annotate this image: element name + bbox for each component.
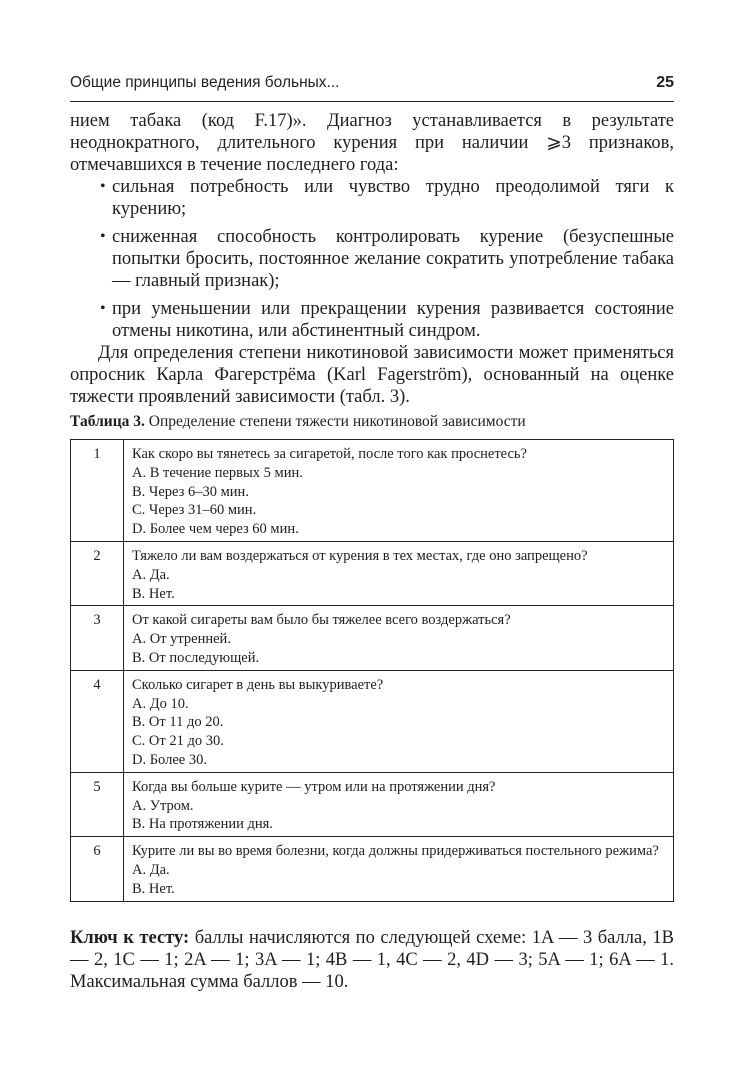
list-item: • при уменьшении или прекращении курения развивается состояние отмены никотина, или абстинентный синдром. (100, 299, 674, 341)
bullet-icon: • (100, 228, 106, 245)
table-row (71, 670, 674, 772)
question-number: 3 (71, 606, 124, 670)
question-text: Курите ли вы во время болезни, когда должны придерживаться постельного режима? (132, 843, 659, 860)
running-header (70, 74, 674, 96)
question-cell (124, 670, 674, 772)
bullet-icon: • (100, 300, 106, 317)
header-rule (70, 101, 674, 102)
question-number: 4 (71, 670, 124, 772)
question-text: Когда вы больше курите — утром или на протяжении дня? (132, 778, 496, 795)
question-cell (124, 772, 674, 836)
answer-option: C. Через 31–60 мин. (132, 502, 257, 519)
table-row (71, 541, 674, 605)
criteria-list (70, 176, 674, 342)
table-row (71, 606, 674, 670)
table-row (71, 772, 674, 836)
answer-option: D. Более чем через 60 мин. (132, 521, 299, 538)
question-cell (124, 440, 674, 542)
answer-option: A. От утренней. (132, 631, 231, 648)
test-key (70, 927, 674, 993)
question-text: Сколько сигарет в день вы выкуриваете? (132, 676, 384, 693)
list-item: • сниженная способность контролировать курение (безуспешные попытки бросить, постоянное желание сократить употребление табака — главный признак); (100, 227, 674, 291)
test-key-text: баллы начисляются по следующей схеме: 1A — 3 балла, 1B — 2, 1C — 1; 2A — 1; 3A — 1; 4B — 1, 4C — 2, 4D — 3; 5A — 1; 6A — 1. Максимальная сумма баллов — 10. (70, 928, 674, 992)
list-item: • сильная потребность или чувство трудно преодолимой тяги к курению; (100, 177, 674, 219)
answer-option: B. Через 6–30 мин. (132, 483, 249, 500)
table-caption-label: Таблица 3. (70, 413, 145, 430)
question-cell (124, 837, 674, 901)
questionnaire-table (70, 439, 674, 902)
table-row (71, 440, 674, 542)
question-number: 5 (71, 772, 124, 836)
question-cell (124, 541, 674, 605)
paragraph-diagnosis: нием табака (код F.17)». Диагноз устанавливается в результате неоднократного, длительного курения при наличии ⩾3 признаков, отмечавшихся в течение последнего года: (70, 111, 674, 175)
question-text: Тяжело ли вам воздержаться от курения в тех местах, где оно запрещено? (132, 547, 588, 564)
question-number: 1 (71, 440, 124, 542)
body-text (70, 110, 674, 408)
answer-option: A. Да. (132, 566, 170, 583)
answer-option: A. До 10. (132, 695, 189, 712)
answer-option: B. От 11 до 20. (132, 714, 224, 731)
answer-option: A. Да. (132, 861, 170, 878)
answer-option: B. Нет. (132, 880, 175, 897)
table-caption (70, 412, 674, 432)
answer-option: B. Нет. (132, 585, 175, 602)
question-number: 2 (71, 541, 124, 605)
answer-option: B. На протяжении дня. (132, 816, 273, 833)
test-key-label: Ключ к тесту: (70, 928, 190, 948)
answer-option: D. Более 30. (132, 751, 207, 768)
question-number: 6 (71, 837, 124, 901)
table-row (71, 837, 674, 901)
page-number: 25 (656, 74, 674, 91)
answer-option: C. От 21 до 30. (132, 733, 224, 750)
question-text: От какой сигареты вам было бы тяжелее всего воздержаться? (132, 612, 511, 629)
bullet-icon: • (100, 178, 106, 195)
question-text: Как скоро вы тянетесь за сигаретой, после того как проснетесь? (132, 446, 527, 462)
running-title: Общие принципы ведения больных... (70, 74, 340, 91)
paragraph-fagerstrom: Для определения степени никотиновой зависимости может применяться опросник Карла Фагерстрёма (Karl Fagerström), основанный на оценке тяжести проявлений зависимости (табл. 3). (70, 343, 674, 407)
answer-option: A. В течение первых 5 мин. (132, 464, 303, 481)
question-cell (124, 606, 674, 670)
table-caption-text: Определение степени тяжести никотиновой зависимости (148, 413, 526, 430)
answer-option: B. От последующей. (132, 649, 260, 666)
answer-option: A. Утром. (132, 797, 194, 814)
